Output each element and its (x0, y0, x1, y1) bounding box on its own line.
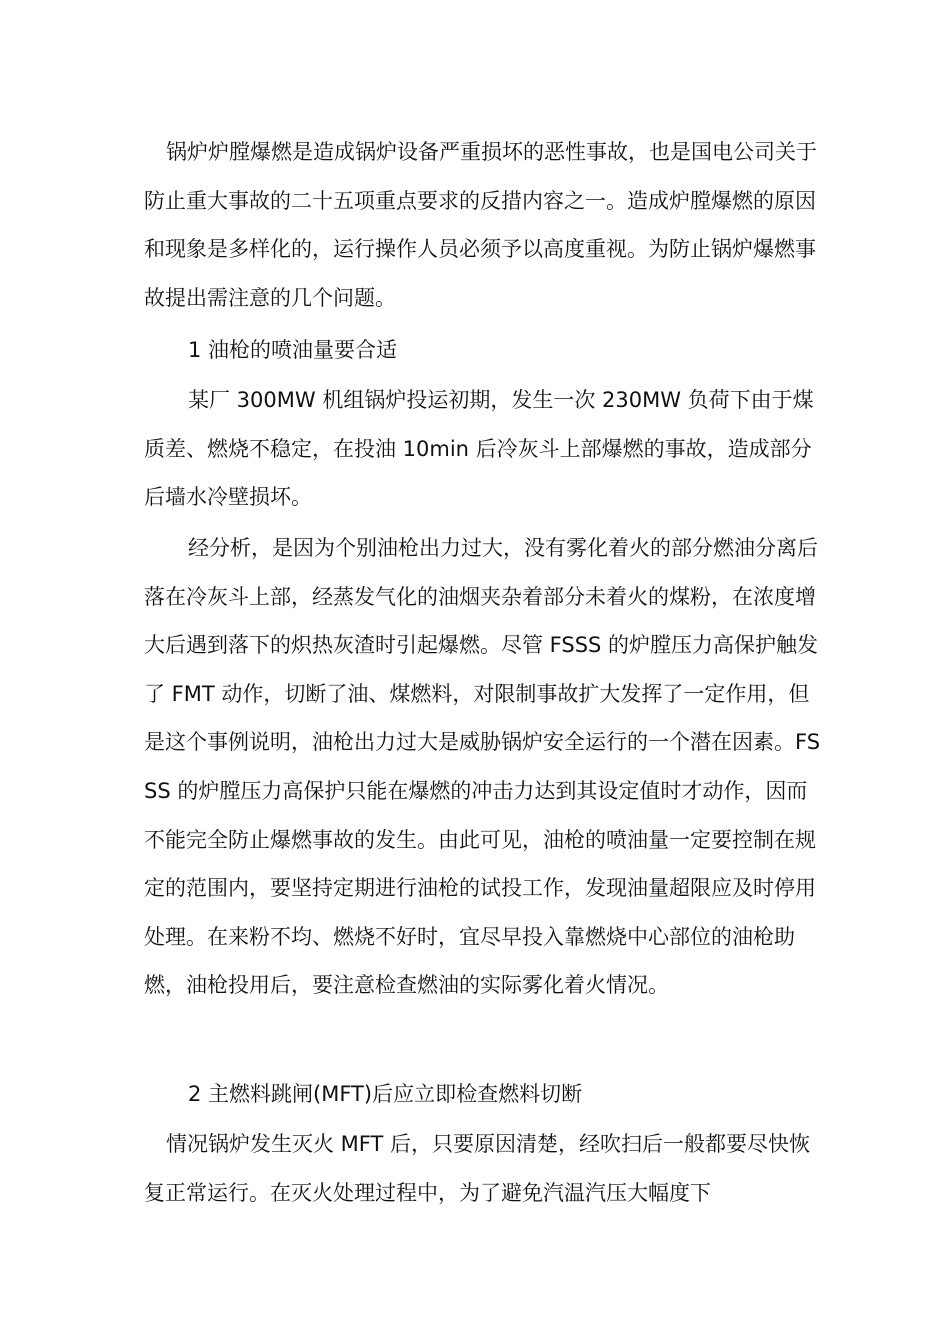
paragraph-incident: 某厂 300MW 机组锅炉投运初期，发生一次 230MW 负荷下由于煤质差、燃烧不稳定，在投油 10min 后冷灰斗上部爆燃的事故，造成部分后墙水冷壁损坏。 (144, 388, 814, 510)
paragraph-intro: 锅炉炉膛爆燃是造成锅炉设备严重损坏的恶性事故，也是国电公司关于防止重大事故的二十五项重点要求的反措内容之一。造成炉膛爆燃的原因和现象是多样化的，运行操作人员必须予以高度重视。为防止锅炉爆燃事故提出需注意的几个问题。 (144, 140, 817, 310)
paragraph-analysis: 经分析，是因为个别油枪出力过大，没有雾化着火的部分燃油分离后落在冷灰斗上部，经蒸发气化的油烟夹杂着部分未着火的煤粉，在浓度增大后遇到落下的炽热灰渣时引起爆燃。尽管 FSSS 的炉膛压力高保护触发了 FMT 动作，切断了油、煤燃料，对限制事故扩大发挥了一定作用，但是这个事例说明，油枪出力过大是威胁锅炉安全运行的一个潜在因素。FSSS 的炉膛压力高保护只能在爆燃的冲击力达到其设定值时才动作，因而不能完全防止爆燃事故的发生。由此可见，油枪的喷油量一定要控制在规定的范围内，要坚持定期进行油枪的试投工作，发现油量超限应及时停用处理。在来粉不均、燃烧不好时，宜尽早投入靠燃烧中心部位的油枪助燃，油枪投用后，要注意检查燃油的实际雾化着火情况。 (144, 536, 821, 998)
section-heading-2: 2 主燃料跳闸(MFT)后应立即检查燃料切断 (188, 1082, 583, 1106)
paragraph-mft: 情况锅炉发生灭火 MFT 后，只要原因清楚，经吹扫后一般都要尽快恢复正常运行。在灭火处理过程中，为了避免汽温汽压大幅度下 (144, 1132, 811, 1205)
section-heading-1: 1 油枪的喷油量要合适 (188, 338, 398, 362)
